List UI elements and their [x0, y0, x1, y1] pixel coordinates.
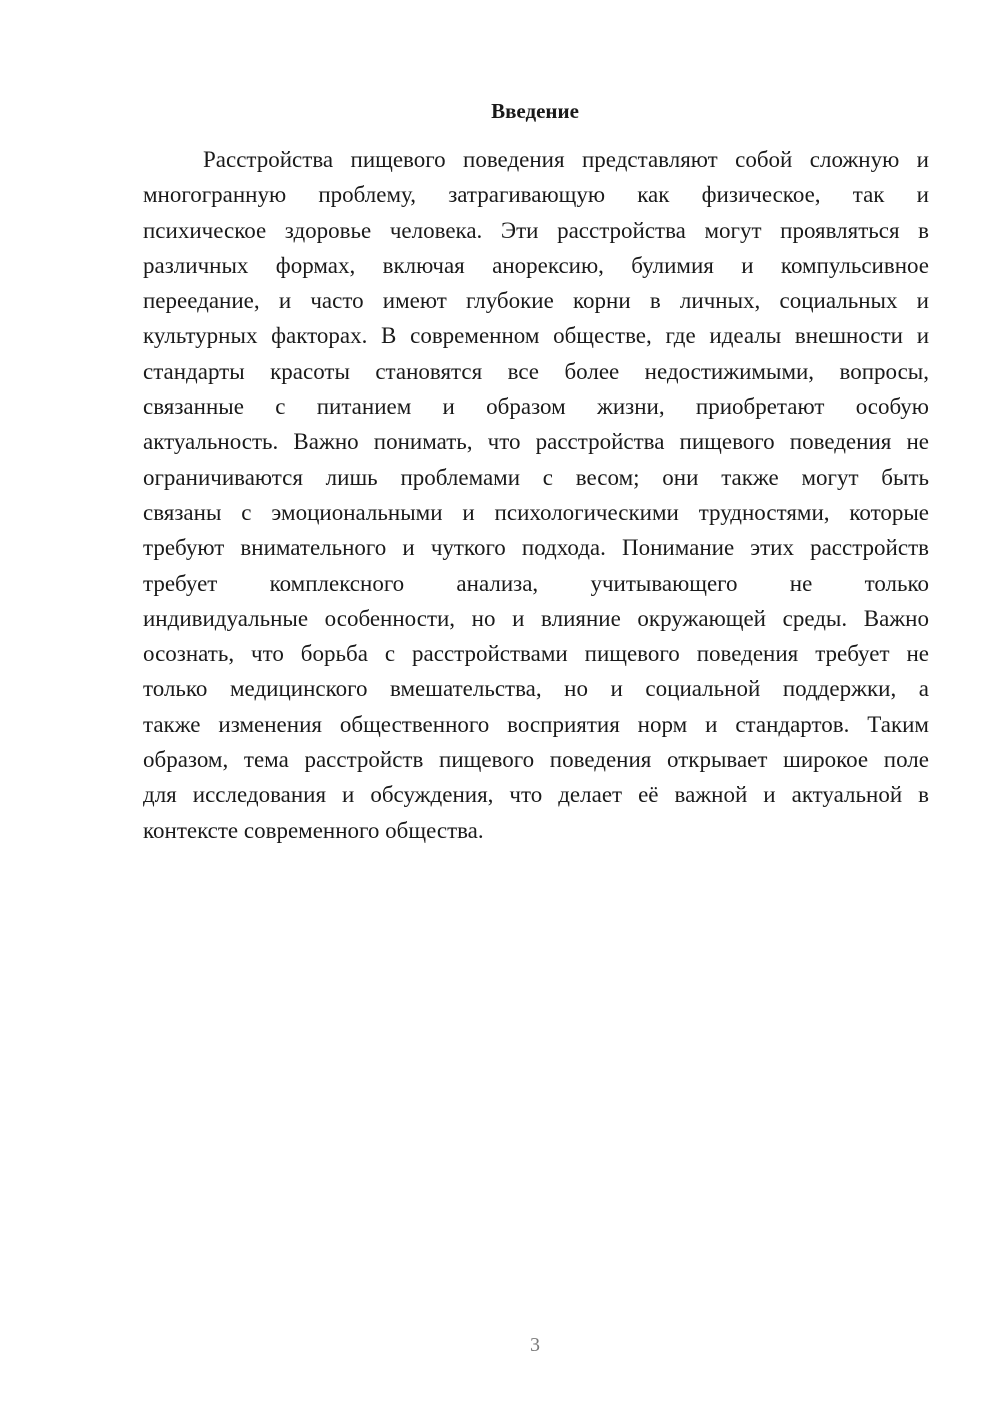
paragraph-line: ограничиваются лишь проблемами с весом; они также могут быть — [143, 464, 929, 490]
paragraph-line: связаны с эмоциональными и психологическими трудностями, которые — [143, 499, 929, 525]
paragraph-line: переедание, и часто имеют глубокие корни в личных, социальных и — [143, 288, 929, 314]
paragraph-line: требуют внимательного и чуткого подхода. Понимание этих расстройств — [143, 535, 929, 561]
paragraph-line: Расстройства пищевого поведения представляют собой сложную и — [203, 147, 929, 172]
paragraph-line: психическое здоровье человека. Эти расстройства могут проявляться в — [143, 217, 929, 243]
paragraph-line: актуальность. Важно понимать, что расстройства пищевого поведения не — [143, 429, 929, 455]
paragraph-line: связанные с питанием и образом жизни, приобретают особую — [143, 394, 929, 420]
page-number: 3 — [530, 1334, 540, 1356]
paragraph-line: для исследования и обсуждения, что делает её важной и актуальной в — [143, 782, 929, 808]
paragraph-line: образом, тема расстройств пищевого поведения открывает широкое поле — [143, 747, 929, 773]
paragraph-line: различных формах, включая анорексию, булимия и компульсивное — [143, 252, 929, 278]
paragraph-line: также изменения общественного восприятия норм и стандартов. Таким — [143, 711, 929, 737]
paragraph-line: требует комплексного анализа, учитывающего не только — [143, 570, 929, 596]
paragraph-line: только медицинского вмешательства, но и социальной поддержки, а — [143, 676, 929, 702]
section-heading: Введение — [491, 99, 579, 123]
paragraph-line: осознать, что борьба с расстройствами пищевого поведения требует не — [143, 641, 929, 667]
paragraph-line: контексте современного общества. — [143, 817, 484, 843]
body-paragraph — [143, 142, 929, 848]
paragraph-line: культурных факторах. В современном обществе, где идеалы внешности и — [143, 323, 929, 349]
paragraph-line: индивидуальные особенности, но и влияние окружающей среды. Важно — [143, 605, 929, 631]
paragraph-line: многогранную проблему, затрагивающую как физическое, так и — [143, 182, 929, 208]
paragraph-line: стандарты красоты становятся все более недостижимыми, вопросы, — [143, 358, 929, 384]
